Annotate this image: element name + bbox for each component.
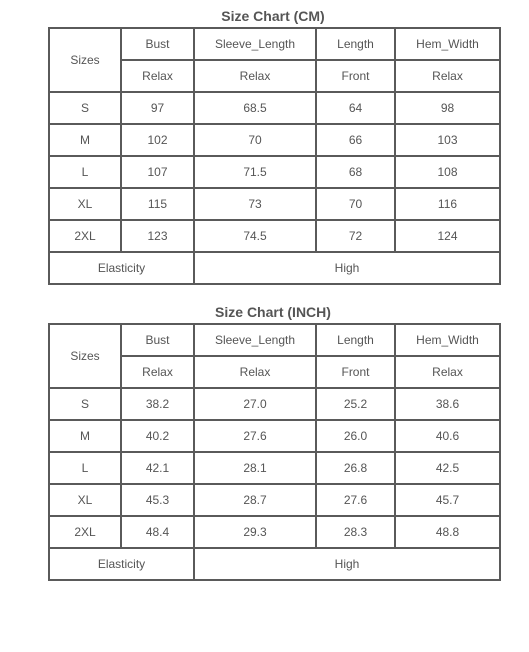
elasticity-value: High [194, 252, 500, 284]
subheader-bust: Relax [121, 356, 194, 388]
table-header-row [49, 28, 500, 60]
table-row [49, 156, 500, 188]
value-cell: 68 [316, 156, 395, 188]
table-row [49, 516, 500, 548]
size-cell: S [49, 388, 121, 420]
column-header-sleeve-length: Sleeve_Length [194, 324, 316, 356]
column-header-bust: Bust [121, 324, 194, 356]
size-cell: XL [49, 484, 121, 516]
value-cell: 115 [121, 188, 194, 220]
table-row [49, 388, 500, 420]
value-cell: 74.5 [194, 220, 316, 252]
table-row [49, 220, 500, 252]
value-cell: 116 [395, 188, 500, 220]
size-cell: L [49, 452, 121, 484]
size-chart-inch-table [48, 323, 501, 581]
column-header-hem-width: Hem_Width [395, 28, 500, 60]
subheader-length: Front [316, 356, 395, 388]
column-header-hem-width: Hem_Width [395, 324, 500, 356]
value-cell: 27.6 [194, 420, 316, 452]
size-cell: L [49, 156, 121, 188]
value-cell: 42.5 [395, 452, 500, 484]
value-cell: 70 [316, 188, 395, 220]
value-cell: 45.3 [121, 484, 194, 516]
size-chart-cm-title: Size Chart (CM) [221, 8, 325, 24]
value-cell: 97 [121, 92, 194, 124]
value-cell: 26.0 [316, 420, 395, 452]
value-cell: 27.0 [194, 388, 316, 420]
table-row [49, 124, 500, 156]
value-cell: 27.6 [316, 484, 395, 516]
table-row [49, 188, 500, 220]
value-cell: 124 [395, 220, 500, 252]
size-cell: M [49, 420, 121, 452]
elasticity-label: Elasticity [49, 548, 194, 580]
size-chart-cm-table [48, 27, 501, 285]
table-header-row [49, 324, 500, 356]
sizes-header: Sizes [49, 324, 121, 388]
value-cell: 64 [316, 92, 395, 124]
size-chart-inch-title: Size Chart (INCH) [215, 304, 331, 320]
value-cell: 72 [316, 220, 395, 252]
value-cell: 107 [121, 156, 194, 188]
column-header-length: Length [316, 324, 395, 356]
value-cell: 38.6 [395, 388, 500, 420]
value-cell: 45.7 [395, 484, 500, 516]
table-row [49, 420, 500, 452]
value-cell: 70 [194, 124, 316, 156]
subheader-length: Front [316, 60, 395, 92]
column-header-sleeve-length: Sleeve_Length [194, 28, 316, 60]
elasticity-label: Elasticity [49, 252, 194, 284]
value-cell: 71.5 [194, 156, 316, 188]
table-row [49, 452, 500, 484]
value-cell: 29.3 [194, 516, 316, 548]
subheader-hem-width: Relax [395, 356, 500, 388]
value-cell: 40.6 [395, 420, 500, 452]
value-cell: 123 [121, 220, 194, 252]
size-cell: 2XL [49, 516, 121, 548]
value-cell: 42.1 [121, 452, 194, 484]
size-cell: S [49, 92, 121, 124]
table-footer-row [49, 548, 500, 580]
value-cell: 26.8 [316, 452, 395, 484]
subheader-sleeve-length: Relax [194, 60, 316, 92]
subheader-sleeve-length: Relax [194, 356, 316, 388]
value-cell: 28.7 [194, 484, 316, 516]
column-header-length: Length [316, 28, 395, 60]
column-header-bust: Bust [121, 28, 194, 60]
table-footer-row [49, 252, 500, 284]
subheader-bust: Relax [121, 60, 194, 92]
size-cell: XL [49, 188, 121, 220]
value-cell: 73 [194, 188, 316, 220]
value-cell: 102 [121, 124, 194, 156]
value-cell: 40.2 [121, 420, 194, 452]
value-cell: 66 [316, 124, 395, 156]
elasticity-value: High [194, 548, 500, 580]
size-cell: M [49, 124, 121, 156]
value-cell: 38.2 [121, 388, 194, 420]
subheader-hem-width: Relax [395, 60, 500, 92]
table-row [49, 484, 500, 516]
value-cell: 98 [395, 92, 500, 124]
value-cell: 48.4 [121, 516, 194, 548]
sizes-header: Sizes [49, 28, 121, 92]
value-cell: 108 [395, 156, 500, 188]
value-cell: 28.1 [194, 452, 316, 484]
size-cell: 2XL [49, 220, 121, 252]
value-cell: 48.8 [395, 516, 500, 548]
value-cell: 28.3 [316, 516, 395, 548]
table-row [49, 92, 500, 124]
value-cell: 25.2 [316, 388, 395, 420]
value-cell: 103 [395, 124, 500, 156]
value-cell: 68.5 [194, 92, 316, 124]
